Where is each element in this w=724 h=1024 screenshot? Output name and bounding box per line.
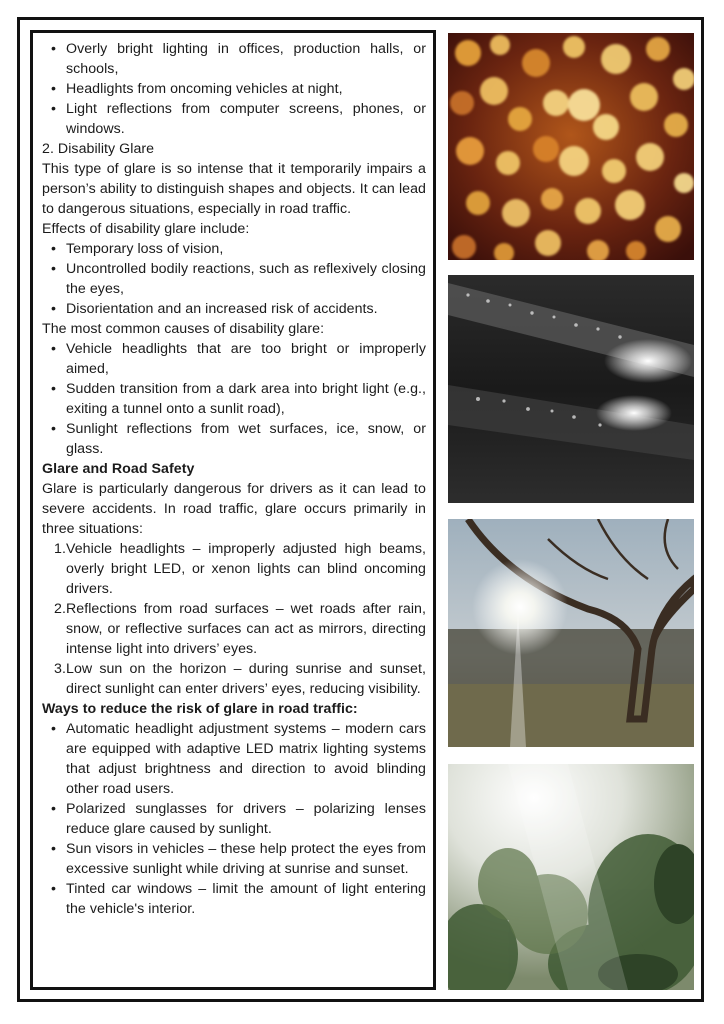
sun-through-tree-photo	[448, 519, 694, 747]
list-item: • Overly bright lighting in offices, production halls, or schools,	[42, 39, 426, 79]
item-text: Low sun on the horizon – during sunrise and sunset, direct sunlight can enter drivers’ eyes, reducing visibility.	[66, 661, 426, 697]
list-item	[42, 659, 426, 699]
effects-list	[42, 239, 426, 319]
list-item: • Light reflections from computer screens, phones, or windows.	[42, 99, 426, 139]
list-item: • Automatic headlight adjustment systems – modern cars are equipped with adaptive LED matrix lighting systems that adjust brightness and direction to avoid blinding other road users.	[42, 719, 426, 799]
list-item: • Polarized sunglasses for drivers – polarizing lenses reduce glare caused by sunlight.	[42, 799, 426, 839]
item-number: 2.	[54, 601, 66, 617]
ways-heading: Ways to reduce the risk of glare in road traffic:	[42, 701, 358, 717]
list-item: • Sun visors in vehicles – these help protect the eyes from excessive sunlight while driving at sunrise and sunset.	[42, 839, 426, 879]
list-item: • Uncontrolled bodily reactions, such as reflexively closing the eyes,	[42, 259, 426, 299]
list-item: • Tinted car windows – limit the amount of light entering the vehicle's interior.	[42, 879, 426, 919]
list-item	[42, 539, 426, 599]
road-safety-heading: Glare and Road Safety	[42, 461, 195, 477]
list-item	[42, 599, 426, 659]
bokeh-lights-photo	[448, 33, 694, 260]
list-item: • Sunlight reflections from wet surfaces, ice, snow, or glass.	[42, 419, 426, 459]
causes-intro: The most common causes of disability glare:	[42, 321, 325, 337]
headlight-glare-photo	[448, 275, 694, 503]
list-item: • Sudden transition from a dark area into bright light (e.g., exiting a tunnel onto a sunlit road),	[42, 379, 426, 419]
list-item: • Vehicle headlights that are too bright or improperly aimed,	[42, 339, 426, 379]
road-safety-paragraph: Glare is particularly dangerous for drivers as it can lead to severe accidents. In road traffic, glare occurs primarily in three situations:	[42, 481, 426, 537]
text-panel	[30, 30, 436, 990]
disability-glare-heading: 2. Disability Glare	[42, 141, 155, 157]
item-text: Reflections from road surfaces – wet roads after rain, snow, or reflective surfaces can act as mirrors, directing intense light into drivers’ eyes.	[66, 601, 426, 657]
causes-list	[42, 339, 426, 459]
item-number: 3.	[54, 661, 66, 677]
list-item: • Disorientation and an increased risk of accidents.	[42, 299, 426, 319]
disability-glare-paragraph: This type of glare is so intense that it temporarily impairs a person’s ability to distinguish shapes and objects. It can lead to dangerous situations, especially in road traffic.	[42, 161, 426, 217]
ways-list	[42, 719, 426, 919]
list-item: • Headlights from oncoming vehicles at night,	[42, 79, 426, 99]
effects-intro: Effects of disability glare include:	[42, 221, 250, 237]
forest-sunlight-photo	[448, 764, 694, 990]
item-number: 1.	[54, 541, 66, 557]
intro-list	[42, 39, 426, 139]
item-text: Vehicle headlights – improperly adjusted high beams, overly bright LED, or xenon lights can blind oncoming drivers.	[66, 541, 426, 597]
situations-list	[42, 539, 426, 699]
article-content	[42, 39, 426, 919]
list-item: • Temporary loss of vision,	[42, 239, 426, 259]
